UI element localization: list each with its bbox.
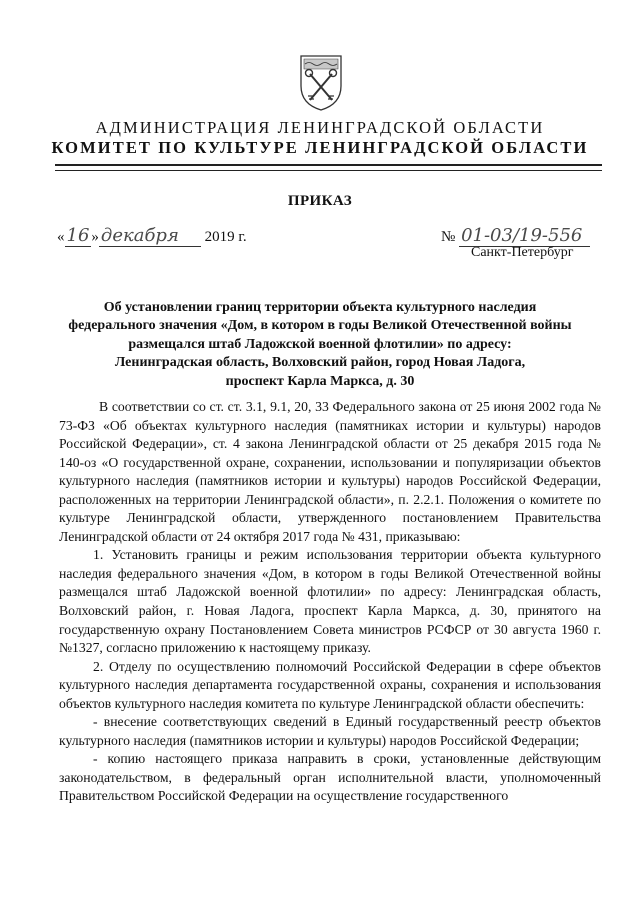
date-quote-close: »: [91, 229, 99, 245]
subject-line: проспект Карла Маркса, д. 30: [225, 373, 415, 389]
document-city: Санкт-Петербург: [471, 245, 574, 260]
body-subitem-2: - копию настоящего приказа направить в сроки, установленные действующим законодательством, в федеральный орган исполнительной власти, уполномоченный Правительством Российской Федерации на осуществление государственного: [59, 751, 601, 804]
document-number: [441, 225, 590, 246]
subject-line: размещался штаб Ладожской военной флотилии» по адресу:: [128, 336, 512, 352]
document-type: ПРИКАЗ: [287, 193, 353, 209]
coat-of-arms-icon: [297, 52, 345, 112]
body-item-2: 2. Отделу по осуществлению полномочий Российской Федерации в сфере объектов культурного наследия департамента государственной охраны, сохранения и использования объектов культурного наследия комитета по культуре Ленинградской области обеспечить:: [59, 658, 601, 711]
body-preamble: В соответствии со ст. ст. 3.1, 9.1, 20, 33 Федерального закона от 25 июня 2002 года № 73-ФЗ «Об объектах культурного наследия (памятниках истории и культуры) народов Российской Федерации», ст. 4 закона Ленинградской области от 25 декабря 2015 года № 140-оз «О государственной охране, сохранении, использовании и популяризации объектов культурного наследия (памятников истории и культуры) народов Российской Федерации, расположенных на территории Ленинградской области», п. 2.2.1. Положения о комитете по культуре Ленинградской области, утвержденного постановлением Правительства Ленинградской области от 24 октября 2017 года № 431, приказываю:: [59, 399, 601, 544]
date-year: 2019 г.: [204, 229, 247, 245]
body-item-1: 1. Установить границы и режим использования территории объекта культурного наследия федерального значения «Дом, в котором в годы Великой Отечественной войны размещался штаб Ладожской военной флотилии» по адресу: Ленинградская область, Волховский район, г. Новая Ладога, проспект Карла Маркса, д. 30, принятого на государственную охрану Постановлением Совета министров РСФСР от 30 августа 1960 г. №1327, согласно приложению к настоящему приказу.: [59, 547, 601, 656]
number-sign: №: [441, 229, 456, 245]
document-subject: [40, 299, 600, 391]
subject-line: Об установлении границ территории объекта культурного наследия: [103, 300, 537, 315]
header-committee: КОМИТЕТ ПО КУЛЬТУРЕ ЛЕНИНГРАДСКОЙ ОБЛАСТИ: [51, 138, 589, 157]
body-subitem-1: - внесение соответствующих сведений в Единый государственный реестр объектов культурного наследия (памятников истории и культуры) народов Российской Федерации;: [59, 714, 601, 748]
header-divider-thick: [55, 164, 602, 166]
document-date: [57, 225, 247, 246]
header-divider-thin: [55, 170, 602, 171]
subject-line: федерального значения «Дом, в котором в годы Великой Отечественной войны: [68, 318, 572, 334]
date-day: 16: [66, 225, 90, 246]
document-body: [59, 398, 601, 806]
date-month: декабря: [99, 225, 201, 247]
number-value: 01-03/19-556: [459, 225, 590, 247]
date-quote-open: «: [57, 229, 65, 245]
subject-line: Ленинградская область, Волховский район, город Новая Ладога,: [114, 355, 526, 371]
header-administration: АДМИНИСТРАЦИЯ ЛЕНИНГРАДСКОЙ ОБЛАСТИ: [95, 118, 545, 137]
